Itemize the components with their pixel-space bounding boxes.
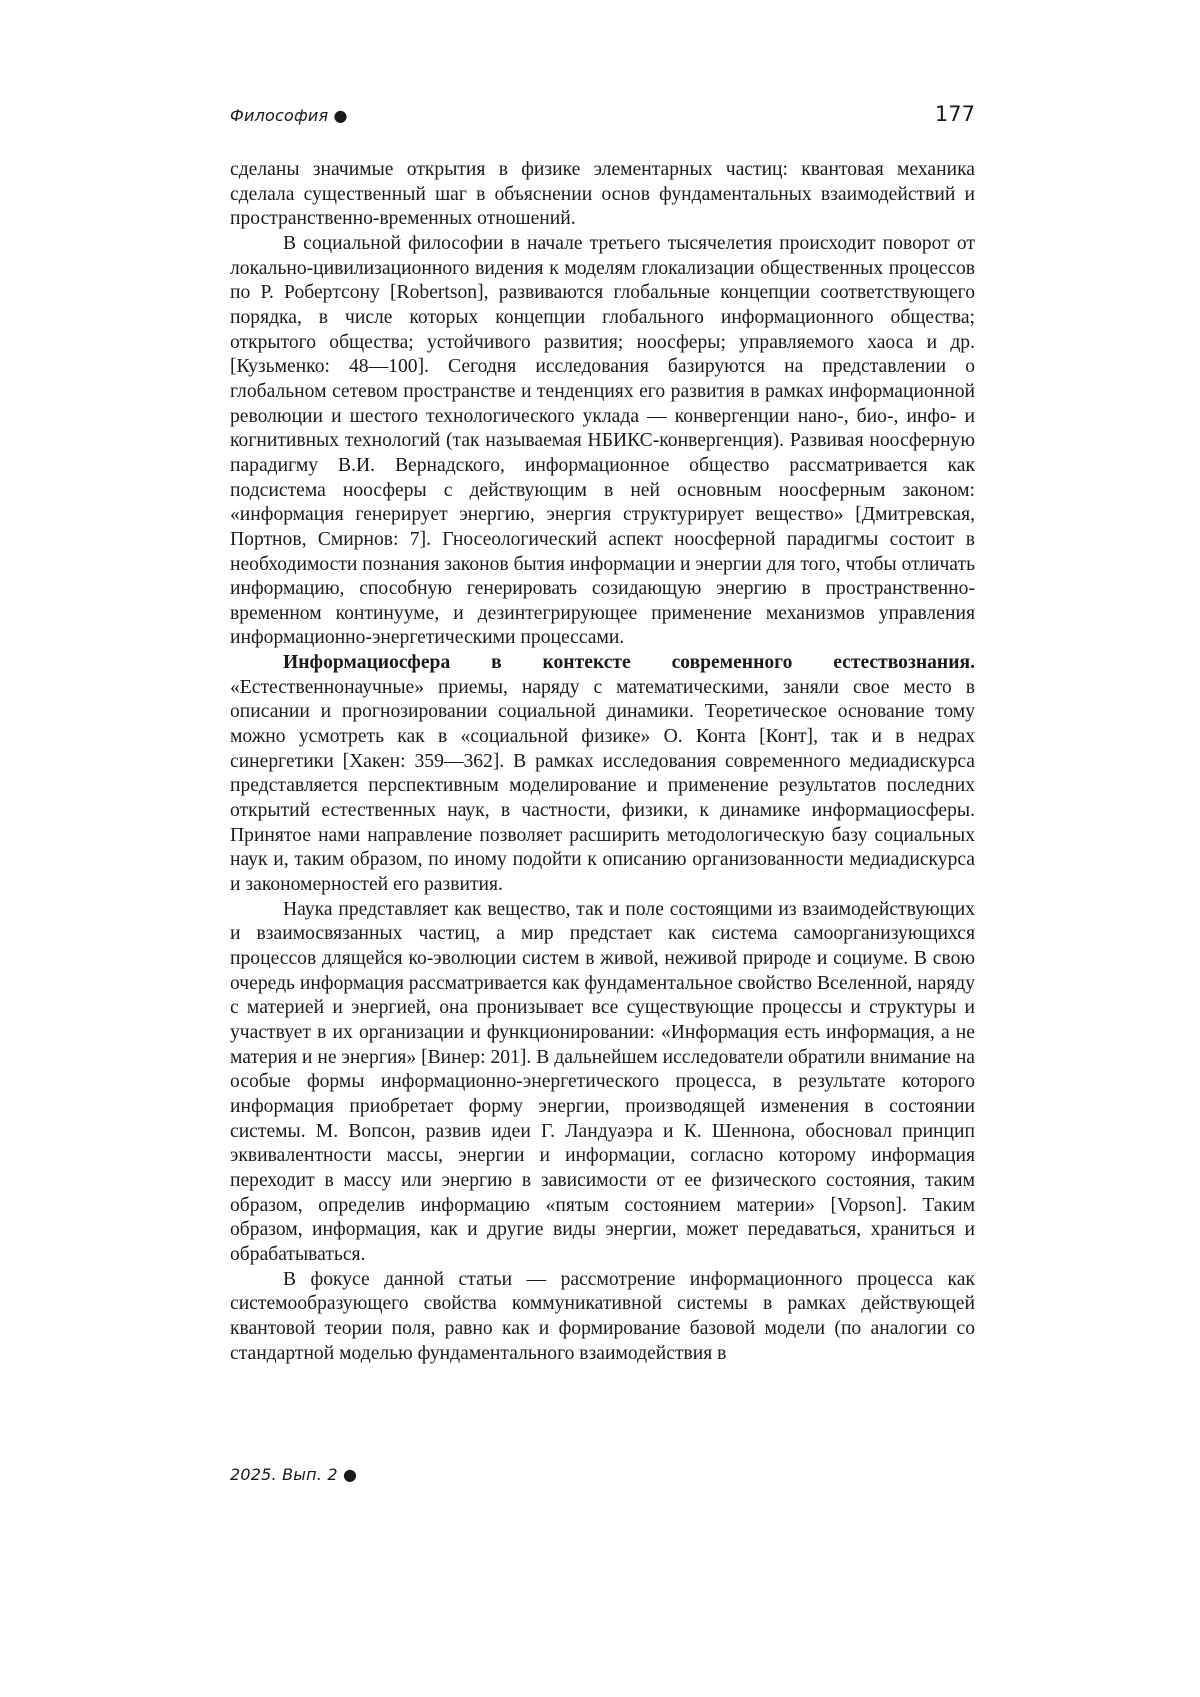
running-header bbox=[230, 102, 975, 132]
paragraph-science-matter-field: Наука представляет как вещество, так и поле состоящими из взаимодействующих и взаимосвязанных частиц, а мир предстает как система самоорганизующихся процессов длящейся ко-эволюции систем в живой, неживой природе и социуме. В свою очередь информация рассматривается как фундаментальное свойство Вселенной, наряду с материей и энергией, она пронизывает все существующие процессы и структуры и участвует в их организации и функционировании: «Информация есть информация, а не материя и не энергия» [Винер: 201]. В дальнейшем исследователи обратили внимание на особые формы информационно-энергетического процесса, в результате которого информация приобретает форму энергии, производящей изменения в состоянии системы. М. Вопсон, развив идеи Г. Ландуаэра и К. Шеннона, обосновал принцип эквивалентности массы, энергии и информации, согласно которому информация переходит в массу или энергию в зависимости от ее физического состояния, таким образом, определив информацию «пятым состоянием материи» [Vopson]. Таким образом, информация, как и другие виды энергии, может передаваться, храниться и обрабатываться. bbox=[230, 898, 975, 1265]
paragraph-article-focus: В фокусе данной статьи — рассмотрение информационного процесса как системообразующего свойства коммуникативной системы в рамках действующей квантовой теории поля, равно как и формирование базовой модели (по аналогии со стандартной моделью фундаментального взаимодействия в bbox=[230, 1268, 975, 1364]
paragraph-social-philosophy: В социальной философии в начале третьего тысячелетия происходит поворот от локально-цивилизационного видения к моделям глокализации общественных процессов по Р. Робертсону [Robertson], развиваются глобальные концепции соответствующего порядка, в числе которых концепции глобального информационного общества; открытого общества; устойчивого развития; ноосферы; управляемого хаоса и др. [Кузьменко: 48—100]. Сегодня исследования базируются на представлении о глобальном сетевом пространстве и тенденциях его развития в рамках информационной революции и шестого технологического уклада — конвергенции нано-, био-, инфо- и когнитивных технологий (так называемая НБИКС-конвергенция). Развивая ноосферную парадигму В.И. Вернадского, информационное общество рассматривается как подсистема ноосферы с действующим в ней основным ноосферным законом: «информация генерирует энергию, энергия структурирует вещество» [Дмитревская, Портнов, Смирнов: 7]. Гносеологический аспект ноосферной парадигмы состоит в необходимости познания законов бытия информации и энергии для того, чтобы отличать информацию, способную генерировать созидающую энергию в пространственно-временном континууме, и дезинтегрирующее применение механизмов управления информационно-энергетическими процессами. bbox=[230, 232, 975, 649]
page-number: 177 bbox=[934, 102, 975, 126]
section-heading-infosphere: Информациосфера в контексте современного естествознания. bbox=[283, 652, 975, 674]
article-body bbox=[230, 158, 975, 1366]
journal-section-title: Философия ● bbox=[230, 106, 348, 125]
paragraph-continued: сделаны значимые открытия в физике элементарных частиц: квантовая механика сделала существенный шаг в объяснении основ фундаментальных взаимодействий и пространственно-временных отношений. bbox=[230, 159, 975, 230]
paragraph-infosphere-text: «Естественнонаучные» приемы, наряду с математическими, заняли свое место в описании и прогнозировании социальной динамики. Теоретическое основание тому можно усмотреть как в «социальной физике» О. Конта [Конт], так и в недрах синергетики [Хакен: 359—362]. В рамках исследования современного медиадискурса представляется перспективным моделирование и применение результатов последних открытий естественных наук, в частности, физики, к динамике информациосферы. Принятое нами направление позволяет расширить методологическую базу социальных наук и, таким образом, по иному подойти к описанию организованности медиадискурса и закономерностей его развития. bbox=[230, 676, 975, 896]
running-footer-issue: 2025. Вып. 2 ● bbox=[230, 1465, 358, 1484]
paragraph-infosphere bbox=[230, 651, 975, 898]
